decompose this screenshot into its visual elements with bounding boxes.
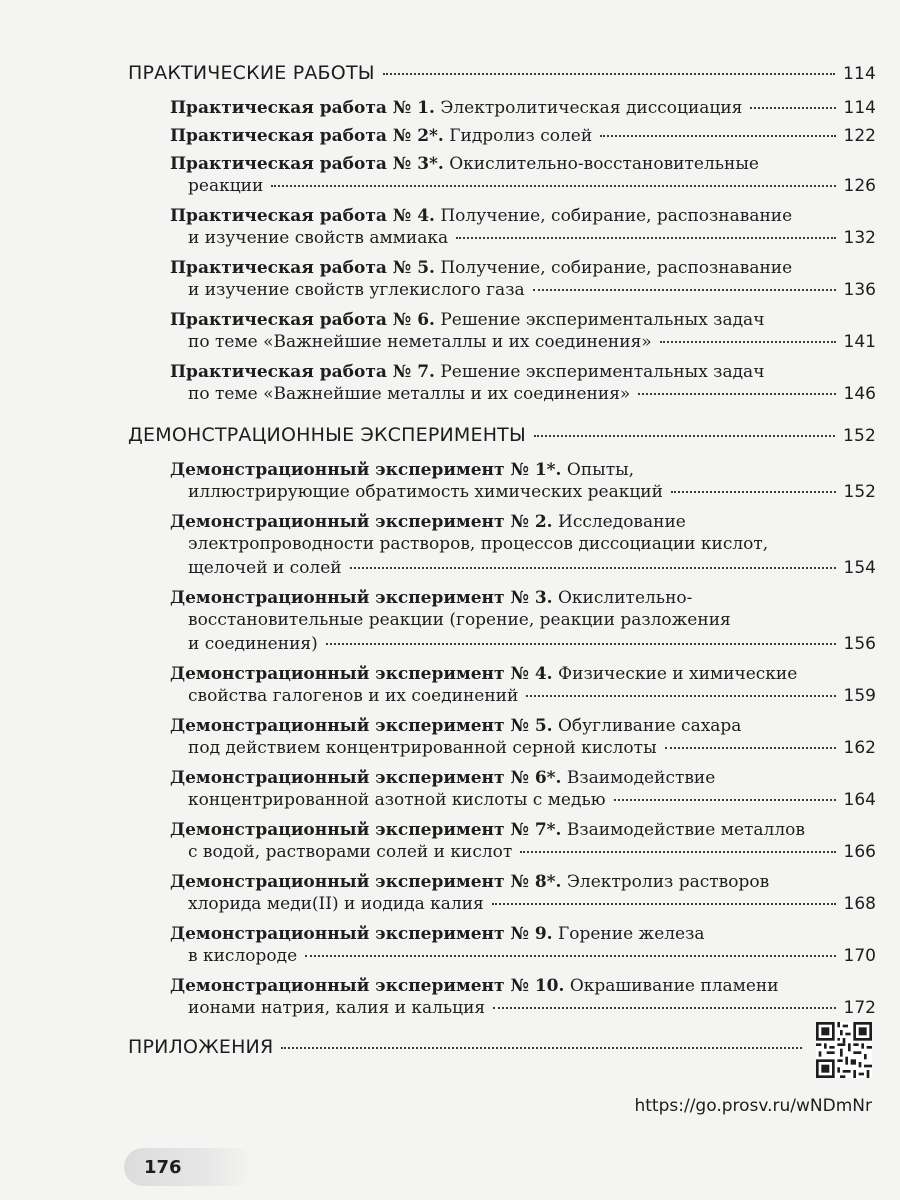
toc-entry-cont: [188, 534, 876, 554]
dot-leader: [671, 491, 836, 493]
toc-entry: [170, 96, 876, 120]
page-ref: 170: [843, 946, 876, 966]
page-ref: 141: [843, 332, 876, 352]
dot-leader: [750, 107, 835, 109]
toc-entry: [170, 922, 876, 946]
entry-text: Электролиз растворов: [566, 872, 770, 892]
toc-entry-cont: [188, 738, 876, 758]
entry-cont: концентрированной азотной кислоты с медью: [188, 790, 606, 810]
page-ref: 152: [843, 482, 876, 502]
entry-label: Практическая работа № 2*.: [170, 126, 444, 146]
section-heading: [128, 62, 876, 84]
dot-leader: [281, 1047, 802, 1049]
entry-label: Демонстрационный эксперимент № 10.: [170, 976, 565, 996]
page-number: 176: [124, 1148, 254, 1186]
dot-leader: [305, 955, 835, 957]
toc-entry-cont: [188, 686, 876, 706]
entry-label: Практическая работа № 3*.: [170, 154, 444, 174]
page-ref: 166: [843, 842, 876, 862]
dot-leader: [326, 643, 836, 645]
toc-entry-cont: [188, 280, 876, 300]
page-ref: 136: [843, 280, 876, 300]
entry-cont: с водой, растворами солей и кислот: [188, 842, 513, 862]
toc-entry-cont: [188, 842, 876, 862]
toc-entry: [170, 152, 876, 176]
dot-leader: [660, 341, 836, 343]
dot-leader: [520, 851, 835, 853]
entry-cont: и соединения): [188, 634, 318, 654]
entry-label: Демонстрационный эксперимент № 8*.: [170, 872, 562, 892]
toc-entry: [170, 360, 876, 384]
dot-leader: [533, 289, 836, 291]
dot-leader: [383, 73, 835, 75]
entry-text: Опыты,: [566, 460, 635, 480]
page-ref: 162: [843, 738, 876, 758]
entry-cont: и изучение свойств углекислого газа: [188, 280, 525, 300]
entry-label: Практическая работа № 4.: [170, 206, 435, 226]
qr-code-icon[interactable]: [816, 1022, 872, 1078]
page-ref: 168: [843, 894, 876, 914]
entry-text: Горение железа: [558, 924, 705, 944]
toc-entry: [170, 510, 876, 534]
toc-entry: [170, 662, 876, 686]
page-ref: 156: [843, 634, 876, 654]
entry-text: Окислительно-восстановительные: [449, 154, 759, 174]
entry-label: Демонстрационный эксперимент № 1*.: [170, 460, 562, 480]
entry-cont: под действием концентрированной серной кислоты: [188, 738, 657, 758]
toc-entry-cont: [188, 332, 876, 352]
toc-entry: [170, 818, 876, 842]
entry-text: Исследование: [558, 512, 686, 532]
entry-cont: хлорида меди(II) и иодида калия: [188, 894, 484, 914]
entry-text: Физические и химические: [558, 664, 798, 684]
entry-text: Получение, собирание, распознавание: [440, 206, 793, 226]
toc-entry: [170, 766, 876, 790]
page-ref: 172: [843, 998, 876, 1018]
entry-label: Демонстрационный эксперимент № 9.: [170, 924, 553, 944]
dot-leader: [665, 747, 836, 749]
entry-text: Электролитическая диссоциация: [440, 98, 743, 118]
dot-leader: [456, 237, 835, 239]
page-ref: 164: [843, 790, 876, 810]
toc-entry: [170, 124, 876, 148]
toc-entry-cont: [188, 482, 876, 502]
entry-cont: иллюстрирующие обратимость химических реакций: [188, 482, 663, 502]
entry-cont: щелочей и солей: [188, 558, 342, 578]
entry-label: Практическая работа № 6.: [170, 310, 435, 330]
entry-label: Демонстрационный эксперимент № 2.: [170, 512, 553, 532]
page-ref: 152: [842, 426, 876, 446]
section-title: ПРАКТИЧЕСКИЕ РАБОТЫ: [128, 62, 375, 84]
toc-entry: [170, 458, 876, 482]
page-ref: 159: [843, 686, 876, 706]
section-title: ПРИЛОЖЕНИЯ: [128, 1036, 274, 1058]
dot-leader: [492, 903, 836, 905]
entry-cont: свойства галогенов и их соединений: [188, 686, 519, 706]
section-title: ДЕМОНСТРАЦИОННЫЕ ЭКСПЕРИМЕНТЫ: [128, 424, 526, 446]
page-ref: 132: [843, 228, 876, 248]
entry-cont: электропроводности растворов, процессов диссоциации кислот,: [188, 534, 769, 554]
entry-text: Окислительно-: [558, 588, 693, 608]
page-ref: 114: [843, 98, 876, 118]
page-ref: 122: [843, 126, 876, 146]
toc-entry: [170, 256, 876, 280]
entry-text: Решение экспериментальных задач: [440, 310, 765, 330]
section-heading: [128, 424, 876, 446]
entry-label: Демонстрационный эксперимент № 5.: [170, 716, 553, 736]
entry-cont: по теме «Важнейшие неметаллы и их соединения»: [188, 332, 652, 352]
dot-leader: [534, 435, 835, 437]
entry-text: Окрашивание пламени: [569, 976, 779, 996]
entry-cont: и изучение свойств аммиака: [188, 228, 449, 248]
page-ref: 126: [843, 176, 876, 196]
entry-label: Практическая работа № 7.: [170, 362, 435, 382]
toc-entry: [170, 870, 876, 894]
entry-label: Демонстрационный эксперимент № 3.: [170, 588, 553, 608]
entry-label: Демонстрационный эксперимент № 7*.: [170, 820, 562, 840]
toc-entry-cont: [188, 384, 876, 404]
toc-entry-cont: [188, 946, 876, 966]
entry-text: Взаимодействие: [566, 768, 716, 788]
page-ref: 154: [843, 558, 876, 578]
toc-entry-cont: [188, 998, 876, 1018]
dot-leader: [526, 695, 835, 697]
qr-link[interactable]: https://go.prosv.ru/wNDmNr: [634, 1096, 872, 1116]
entry-text: Обугливание сахара: [558, 716, 742, 736]
toc-entry: [170, 586, 876, 610]
toc-entry: [170, 308, 876, 332]
toc-entry: [170, 974, 876, 998]
entry-label: Практическая работа № 5.: [170, 258, 435, 278]
toc-entry-cont: [188, 228, 876, 248]
entry-text: Решение экспериментальных задач: [440, 362, 765, 382]
dot-leader: [614, 799, 836, 801]
toc-entry-cont: [188, 634, 876, 654]
toc-entry: [170, 204, 876, 228]
toc-entry: [170, 714, 876, 738]
entry-cont: в кислороде: [188, 946, 298, 966]
entry-label: Практическая работа № 1.: [170, 98, 435, 118]
entry-label: Демонстрационный эксперимент № 6*.: [170, 768, 562, 788]
toc-entry-cont: [188, 894, 876, 914]
page-ref: 114: [842, 64, 876, 84]
section-heading: [128, 1036, 810, 1058]
entry-text: Гидролиз солей: [449, 126, 593, 146]
page-ref: 146: [843, 384, 876, 404]
entry-label: Демонстрационный эксперимент № 4.: [170, 664, 553, 684]
entry-text: Получение, собирание, распознавание: [440, 258, 793, 278]
toc-entry-cont: [188, 176, 876, 196]
dot-leader: [271, 185, 835, 187]
entry-text: Взаимодействие металлов: [566, 820, 805, 840]
dot-leader: [493, 1007, 835, 1009]
entry-cont: восстановительные реакции (горение, реакции разложения: [188, 610, 731, 630]
toc-entry-cont: [188, 558, 876, 578]
dot-leader: [638, 393, 835, 395]
entry-cont: реакции: [188, 176, 264, 196]
toc-entry-cont: [188, 610, 876, 630]
toc-entry-cont: [188, 790, 876, 810]
dot-leader: [600, 135, 835, 137]
entry-cont: по теме «Важнейшие металлы и их соединения»: [188, 384, 631, 404]
dot-leader: [350, 567, 836, 569]
entry-cont: ионами натрия, калия и кальция: [188, 998, 486, 1018]
